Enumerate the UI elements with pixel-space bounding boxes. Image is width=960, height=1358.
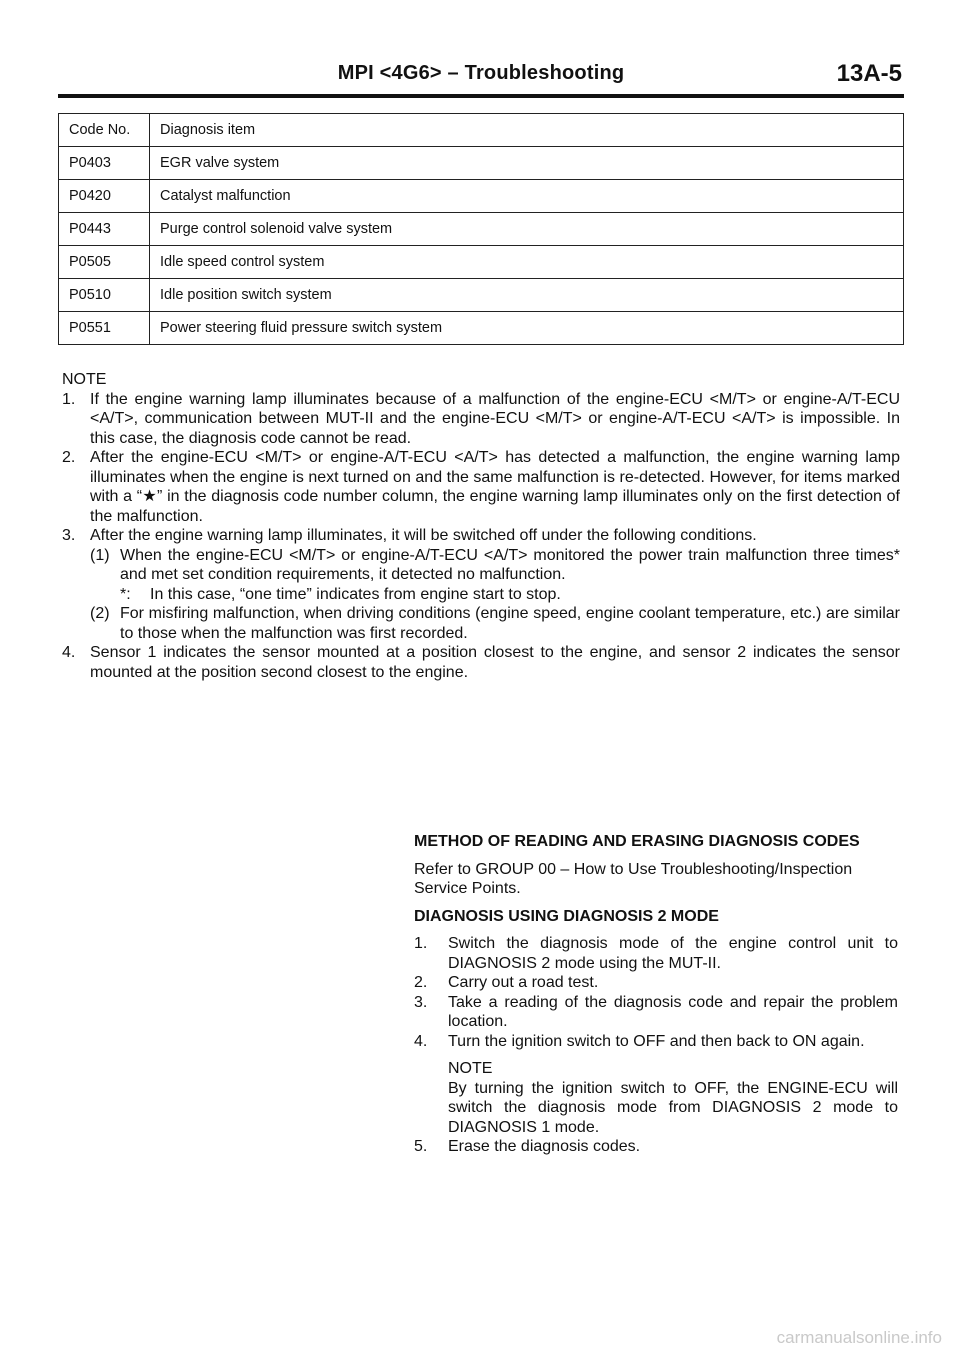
note-item	[62, 526, 900, 546]
step-text: Switch the diagnosis mode of the engine control unit to DIAGNOSIS 2 mode using the MUT-II.	[448, 935, 898, 972]
page-number: 13A-5	[836, 60, 902, 87]
table-cell-item: Purge control solenoid valve system	[150, 213, 904, 246]
note-item	[62, 448, 900, 526]
table-cell-item: Idle position switch system	[150, 279, 904, 312]
step-text: Carry out a road test.	[448, 974, 599, 991]
note-sub-item-number: (1)	[90, 546, 110, 564]
watermark-text: carmanualsonline.info	[776, 1328, 942, 1347]
note-item-number: 4.	[62, 644, 76, 661]
note-sub-item-number: (2)	[90, 605, 110, 622]
step-note	[448, 1059, 898, 1137]
note-block	[62, 370, 900, 682]
table-cell-code: P0443	[59, 213, 150, 246]
table-row	[59, 147, 904, 180]
star-footnote-text: In this case, “one time” indicates from engine start to stop.	[150, 585, 561, 603]
table-cell-code: P0403	[59, 147, 150, 180]
table-cell-code: P0551	[59, 312, 150, 345]
note-item	[62, 643, 900, 682]
table-cell-item: Idle speed control system	[150, 246, 904, 279]
diag2-steps	[414, 934, 898, 1157]
note-star-footnote	[120, 585, 900, 605]
note-sub-item-text: When the engine-ECU <M/T> or engine-A/T-ECU <A/T> monitored the power train malfunction three times* and met set condition requirements, it detected no malfunction.	[120, 546, 900, 583]
table-row	[59, 246, 904, 279]
table-header-item: Diagnosis item	[150, 114, 904, 147]
table-header-code: Code No.	[59, 114, 150, 147]
table-cell-item: EGR valve system	[150, 147, 904, 180]
note-item-text: Sensor 1 indicates the sensor mounted at a position closest to the engine, and sensor 2 indicates the sensor mounted at the position second closest to the engine.	[90, 644, 900, 681]
step-number: 2.	[414, 974, 428, 991]
note-sub-item-text: For misfiring malfunction, when driving conditions (engine speed, engine coolant temperature, etc.) are similar to those when the malfunction was first recorded.	[120, 605, 900, 642]
table-cell-code: P0510	[59, 279, 150, 312]
procedure-step	[414, 973, 898, 993]
table-cell-code: P0505	[59, 246, 150, 279]
step-note-label: NOTE	[448, 1060, 493, 1077]
method-text: Refer to GROUP 00 – How to Use Troubleshooting/Inspection Service Points.	[414, 860, 853, 897]
table-row	[59, 279, 904, 312]
note-item-number: 1.	[62, 390, 76, 408]
step-text: Turn the ignition switch to OFF and then back to ON again.	[448, 1032, 865, 1050]
note-sub-item	[90, 546, 900, 585]
step-number: 1.	[414, 935, 428, 952]
step-note-text: By turning the ignition switch to OFF, the ENGINE-ECU will switch the diagnosis mode from DIAGNOSIS 2 mode to DIAGNOSIS 1 mode.	[448, 1079, 898, 1136]
method-heading: METHOD OF READING AND ERASING DIAGNOSIS CODES	[414, 833, 860, 850]
note-item-text: After the engine-ECU <M/T> or engine-A/T-ECU <A/T> has detected a malfunction, the engine warning lamp illuminates when the engine is next turned on and the same malfunction is re-detected. However, for items marked with a “★” in the diagnosis code number column, the engine warning lamp illuminates only on the first detection of the malfunction.	[90, 449, 900, 525]
note-item-text: After the engine warning lamp illuminates, it will be switched off under the following conditions.	[90, 527, 757, 544]
procedure-step	[414, 1137, 898, 1157]
step-text: Erase the diagnosis codes.	[448, 1138, 641, 1155]
note-item-text: If the engine warning lamp illuminates because of a malfunction of the engine-ECU <M/T> or engine-A/T-ECU <A/T>, communication between MUT-II and the engine-ECU <M/T> or engine-A/T-ECU <A/T> is impossible. In this case, the diagnosis code cannot be read.	[90, 390, 900, 447]
procedure-step	[414, 993, 898, 1032]
step-number: 4.	[414, 1032, 428, 1050]
star-footnote-mark: *:	[120, 585, 131, 603]
table-cell-item: Catalyst malfunction	[150, 180, 904, 213]
procedure-step	[414, 934, 898, 973]
note-item	[62, 390, 900, 449]
table-header-row	[59, 114, 904, 147]
note-sub-item	[90, 604, 900, 643]
diag2-heading: DIAGNOSIS USING DIAGNOSIS 2 MODE	[414, 907, 719, 925]
step-text: Take a reading of the diagnosis code and repair the problem location.	[448, 993, 898, 1030]
table-cell-item: Power steering fluid pressure switch system	[150, 312, 904, 345]
note-item-number: 2.	[62, 449, 76, 466]
table-cell-code: P0420	[59, 180, 150, 213]
diagnosis-code-table	[58, 113, 904, 345]
step-number: 3.	[414, 993, 428, 1011]
procedure-step	[414, 1032, 898, 1052]
step-number: 5.	[414, 1138, 428, 1155]
table-row	[59, 180, 904, 213]
table-row	[59, 312, 904, 345]
procedure-column	[414, 832, 898, 1157]
note-label: NOTE	[62, 371, 107, 388]
table-row	[59, 213, 904, 246]
page-title: MPI <4G6> – Troubleshooting	[337, 62, 625, 84]
page-header	[58, 58, 904, 98]
note-item-number: 3.	[62, 527, 76, 544]
